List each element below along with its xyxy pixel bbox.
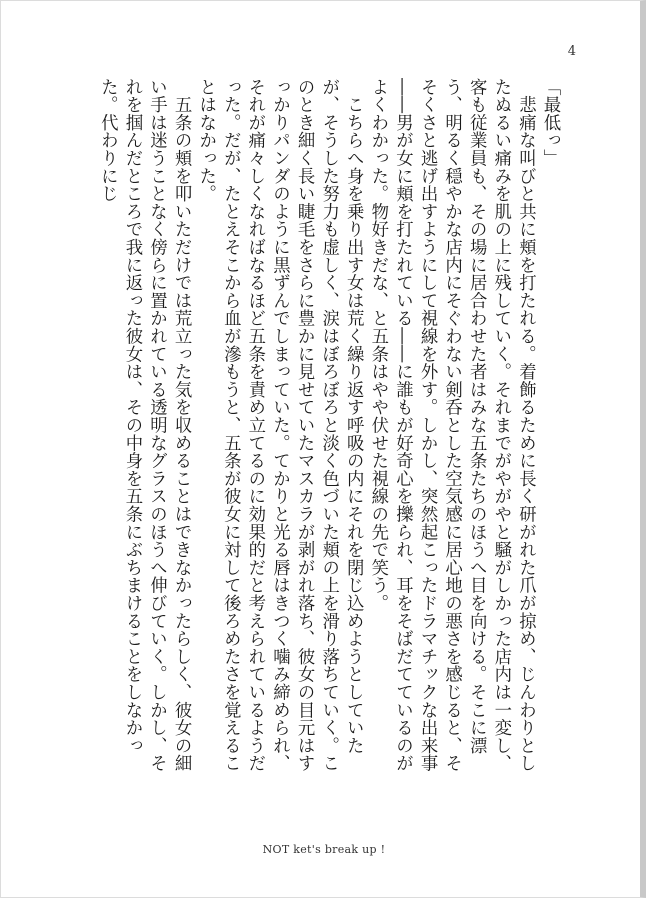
paragraph-1: 悲痛な叫びと共に頬を打たれる。着飾るために長く研がれた爪が掠め、じんわりとしたぬるい痛みを肌の上に残していく。それまでがやがやと騒がしかった店内は一変し、客も従業員も、その場に居合わせた者はみな五条たちのほうへ目を向ける。そこに漂う、明るく穏やかな店内にそぐわない剣呑とした空気感に居心地の悪さを感じると、そそくさと逃げ出すようにして視線を外す。しかし、突然起こったドラマチックな出来事――男が女に頬を打たれている――に誰もが好奇心を擽られ、耳をそばだてているのがよくわかった。物好きだな、と五条はやや伏せた視線の先で笑う。 [367, 78, 536, 773]
novel-body-text [72, 78, 562, 778]
paragraph-2: こちらへ身を乗り出す女は荒く繰り返す呼吸の内にそれを閉じ込めようとしていたが、そうした努力も虚しく、涙はぼろぼろと淡く色づいた頬の上を滑り落ちていく。このとき細く長い睫毛をさらに豊かに見せていたマスカラが剥がれ落ち、彼女の目元はすっかりパンダのように黒ずんでしまっていた。てかりと光る唇はきつく噛み締められ、それが痛々しくなればなるほど五条を責め立てるのに効果的だと考えられているようだった。だが、たとえそこから血が滲もうと、五条が彼女に対して後ろめたさを覚えることはなかった。 [195, 78, 364, 773]
paragraph-dialogue: 「最低っ」 [540, 78, 560, 167]
page-number: 4 [567, 44, 576, 59]
paragraph-3: 五条の頬を叩いただけでは荒立った気を収めることはできなかったらしく、彼女の細い手は迷うことなく傍らに置かれている透明なグラスのほうへ伸びていく。しかし、それを掴んだところで我に返った彼女は、その中身を五条にぶちまけることをしなかった。代わりにじ [97, 78, 192, 773]
footer-title: NOT ket's break up ! [262, 843, 386, 856]
